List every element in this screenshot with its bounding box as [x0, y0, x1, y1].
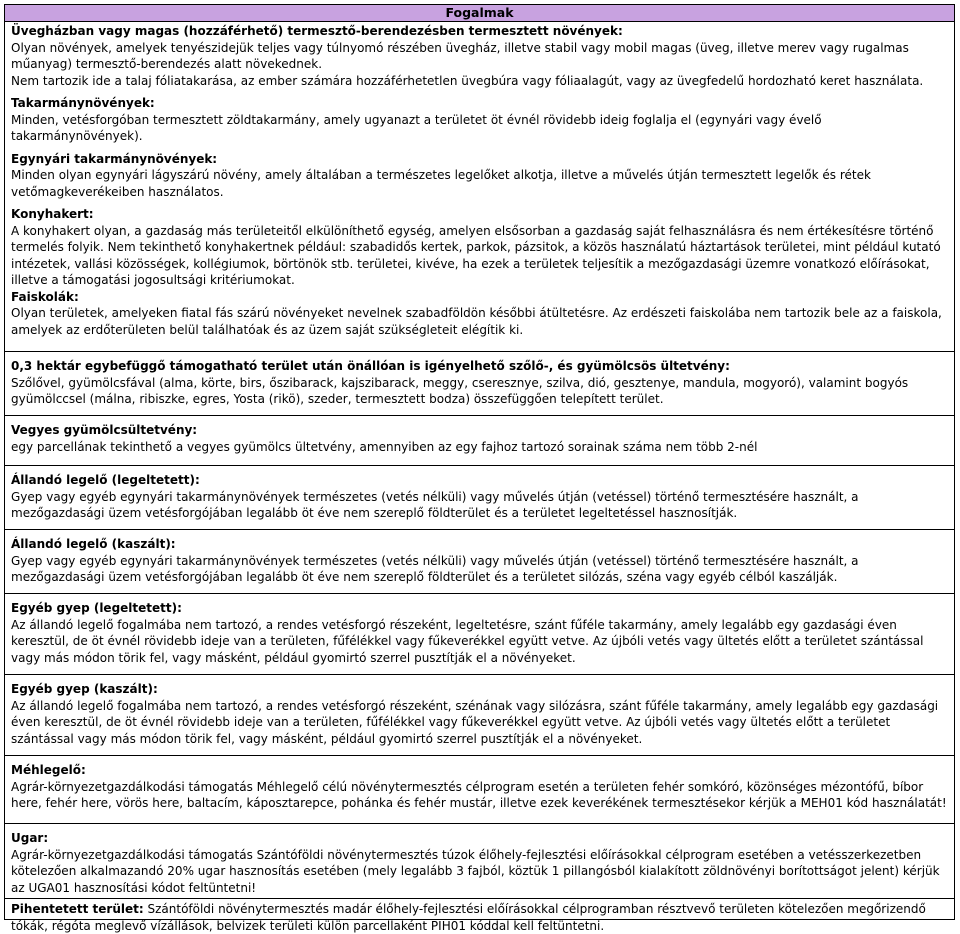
set-aside-paragraph — [11, 901, 948, 934]
table-header: Fogalmak — [5, 5, 954, 22]
definition-greenhouse-2: Nem tartozik ide a talaj fóliatakarása, az ember számára hozzáférhetetlen üvegbúra vagy fóliaalagút, vagy az üvegfedelű hordozható keret használata. — [11, 73, 924, 88]
definition-kitchen-garden: A konyhakert olyan, a gazdaság más területeitől elkülöníthető egység, amelyen elsősorban a gazdaság saját felhasználásra és nem értékesítésre történő termelés folyik. Nem tekinthető konyhakertnek például: szabadidős kertek, parkok, pázsitok, a közös használatú háztartások területei, mint például kutató intézetek, vallási közösségek, kollégiumok, börtönök stb. területei, kivéve, ha ezek a területek teljesítik a mezőgazdasági üzemre vonatkozó előírásokat, illetve a támogatási jogosultsági kritériumokat. — [11, 223, 941, 287]
term-permanent-pasture-mown: Állandó legelő (kaszált): — [11, 537, 176, 551]
definition-bee-pasture: Agrár-környezetgazdálkodási támogatás Méhlegelő célú növénytermesztés célprogram esetén a területen fehér somkóró, közönséges mézontófű, bíbor here, fehér here, vörös here, baltacím, káposztarepce, pohánka és fehér mustár, illetve ezek keverékének termesztésekor kérjük a MEH01 kód használatát! — [11, 779, 947, 810]
term-vineyard-orchard: 0,3 hektár egybefüggő támogatható terület után önállóan is igényelhető szőlő-, és gyümölcsös ültetvény: — [11, 359, 730, 373]
definition-mixed-orchard: egy parcellának tekinthető a vegyes gyümölcs ültetvény, amennyiben az egy fajhoz tartozó sorainak száma nem több 2-nél — [11, 439, 758, 454]
term-kitchen-garden: Konyhakert: — [11, 207, 94, 221]
definition-fallow: Agrár-környezetgazdálkodási támogatás Szántóföldi növénytermesztés túzok élőhely-fejlesztési előírásokkal célprogram esetében a vetésszerkezetben kötelezően alkalmazandó 20% ugar hasznosítás esetében (mely legalább 3 fajból, köztük 1 pillangósból kialakított zöldnövényi borítottságot jelent) kérjük az UGA01 hasznosítási kódot feltüntetni! — [11, 847, 940, 895]
term-permanent-pasture-grazed: Állandó legelő (legeltetett): — [11, 473, 200, 487]
section-general — [5, 22, 954, 352]
definition-vineyard-orchard: Szőlővel, gyümölcsfával (alma, körte, birs, őszibarack, kajszibarack, meggy, cseresznye, szilva, dió, gesztenye, mandula, mogyoró), valamint bogyós gyümölccsel (málna, ribiszke, egres, Yosta (rikö), szeder, termesztett bodza) összefüggően telepített terület. — [11, 375, 909, 406]
definition-fodder-crops: Minden, vetésforgóban termesztett zöldtakarmány, amely ugyanazt a területet öt évnél rövidebb ideig foglalja el (egynyári vagy évelő takarmánynövények). — [11, 112, 822, 143]
definition-annual-fodder: Minden olyan egynyári lágyszárú növény, amely általában a természetes legelőket alkotja, illetve a művelés útján termesztett legelők és rétek vetőmagkeverékeiben használatos. — [11, 168, 871, 199]
term-fallow: Ugar: — [11, 831, 49, 845]
section-set-aside — [5, 899, 954, 934]
section-fallow — [5, 824, 954, 899]
term-nurseries: Faiskolák: — [11, 289, 79, 304]
term-bee-pasture: Méhlegelő: — [11, 763, 86, 777]
definition-nurseries: Olyan területek, amelyeken fiatal fás szárú növényeket nevelnek szabadföldön későbbi átültetésre. Az erdészeti faiskolába nem tartozik bele az a faiskola, amelyek az erdőterületen belül találhatóak és az üzem saját szükségleteit elégítik ki. — [11, 306, 942, 337]
section-bee-pasture — [5, 756, 954, 824]
section-permanent-pasture-grazed — [5, 466, 954, 530]
section-other-grass-mown — [5, 675, 954, 756]
term-annual-fodder: Egynyári takarmánynövények: — [11, 151, 218, 166]
section-mixed-orchard — [5, 416, 954, 466]
definition-permanent-pasture-grazed: Gyep vagy egyéb egynyári takarmánynövények természetes (vetés nélküli) vagy művelés útján (vetéssel) történő termesztésére használt, a mezőgazdasági üzem vetésforgójában legalább öt éve nem szereplő földterület és a területet legeltetéssel hasznosítják. — [11, 489, 859, 520]
term-set-aside: Pihentetett terület: — [11, 902, 144, 916]
definition-permanent-pasture-mown: Gyep vagy egyéb egynyári takarmánynövények természetes (vetés nélküli) vagy művelés útján (vetéssel) történő termesztésére használt, a mezőgazdasági üzem vetésforgójában legalább öt éve nem szereplő földterület és a területet silózás, széna vagy egyéb célból kaszálják. — [11, 553, 859, 584]
definition-greenhouse-1: Olyan növények, amelyek tenyészidejük teljes vagy túlnyomó részében üvegház, illetve stabil vagy mobil magas (üveg, illetve merev vagy rugalmas műanyag) termesztő-berendezés alatt növekednek. — [11, 40, 909, 71]
term-other-grass-grazed: Egyéb gyep (legeltetett): — [11, 601, 182, 615]
term-greenhouse: Üvegházban vagy magas (hozzáférhető) termesztő-berendezésben termesztett növények: — [11, 24, 623, 38]
definitions-table — [4, 4, 955, 933]
definition-other-grass-mown: Az állandó legelő fogalmába nem tartozó, a rendes vetésforgó részeként, szénának vagy silózásra, szánt fűféle takarmány, amely legalább egy gazdasági éven keresztül, de öt évnél rövidebb ideje van a területen, fűfélékkel vagy fűkeverékkel együtt vetve. Az újbóli vetés vagy ültetés előtt a területet szántással vagy más módon törik fel, vagy másként, például gyomirtó szerrel pusztítják el a növényeket. — [11, 698, 939, 746]
section-vineyard-orchard — [5, 352, 954, 416]
term-other-grass-mown: Egyéb gyep (kaszált): — [11, 682, 158, 696]
section-permanent-pasture-mown — [5, 530, 954, 594]
term-mixed-orchard: Vegyes gyümölcsültetvény: — [11, 423, 198, 437]
definition-set-aside: Szántóföldi növénytermesztés madár élőhely-fejlesztési előírásokkal célprogramban résztvevő területen kötelezően megőrizendő tókák, régóta meglevő vízállások, belvizek területi külön parcellaként PIH01 kóddal kell feltüntetni. — [11, 902, 926, 933]
term-fodder-crops: Takarmánynövények: — [11, 96, 155, 110]
definition-other-grass-grazed: Az állandó legelő fogalmába nem tartozó, a rendes vetésforgó részeként, legeltetésre, szánt fűféle takarmány, amely legalább egy gazdasági éven keresztül, de öt évnél rövidebb ideje van a területen, fűfélékkel vagy fűkeverékkel együtt vetve. Az újbóli vetés vagy ültetés előtt a területet szántással vagy más módon törik fel, vagy másként, például gyomirtó szerrel pusztítják el a növényeket. — [11, 617, 924, 665]
section-other-grass-grazed — [5, 594, 954, 675]
